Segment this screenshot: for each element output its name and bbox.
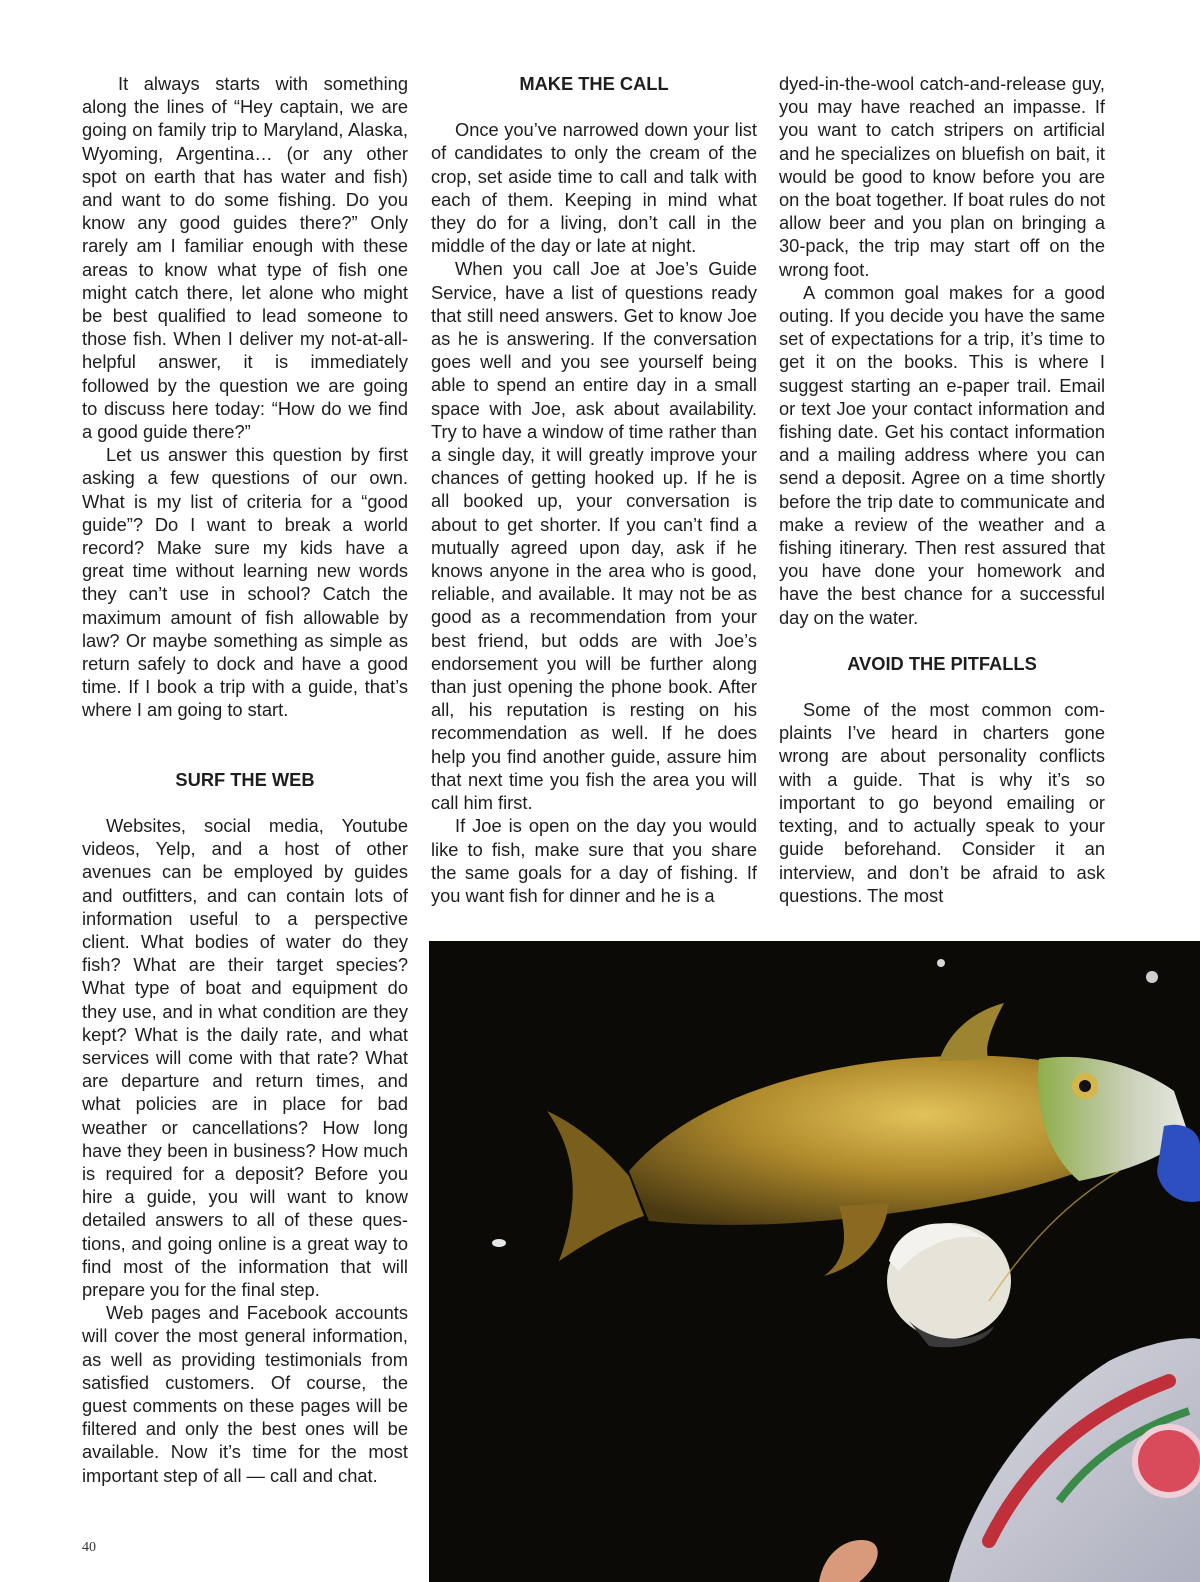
article-paragraph: Websites, social media, Youtube videos, Yelp, and a host of other avenues can be employed by guides and outfitters, and can contain lots of information useful to a perspective client. What bodies of water do they fish? What are their target species? What type of boat and equipment do they use, and in what condition are they kept? What is the daily rate, and what services will come with that rate? What are departure and return times, and what policies are in place for bad weather or cancellations? How long have they been in business? How much is required for a deposit? Before you hire a guide, you will want to know detailed answers to all of these questions, and going online is a great way to find most of the information that will prepare you for the final step.: [82, 814, 408, 1300]
article-column-1: [82, 72, 408, 1487]
article-paragraph: dyed-in-the-wool catch-and-release guy, you may have reached an impasse. If you want to catch stripers on artificial and he specializes on bluefish on bait, it would be good to know before you are on the boat together. If boat rules do not allow beer and you plan on bringing a 30-pack, the trip may start off on the wrong foot.: [779, 73, 1105, 280]
article-paragraph: Some of the most common complaints I’ve heard in charters gone wrong are about personality conflicts with a guide. That is why it’s so important to go beyond emailing or texting, and to actually speak to your guide beforehand. Consider it an interview, and don’t be afraid to ask questions. The most: [779, 699, 1105, 906]
article-paragraph: Web pages and Facebook accounts will cover the most general information, as well as providing testimonials from satisfied customers. Of course, the guest comments on these pages will be filtered and only the best ones will be available. Now it’s time for the most important step of all — call and chat.: [82, 1302, 408, 1486]
article-paragraph: If Joe is open on the day you would like to fish, make sure that you share the same goals for a day of fishing. If you want fish for dinner and he is a: [431, 815, 757, 906]
tarpon-photo-illustration: [429, 941, 1200, 1582]
section-heading-make-the-call: MAKE THE CALL: [519, 73, 669, 94]
water-speck: [1146, 971, 1158, 983]
article-paragraph: A common goal makes for a good outing. If you decide you have the same set of expectations for a trip, it’s time to get it on the books. This is where I suggest starting an e-paper trail. Email or text Joe your contact information and fishing date. Get his contact information and a mailing address where you can send a deposit. Agree on a time shortly before the trip date to communicate and make a review of the weather and a fishing itinerary. Then rest assured that you have done your homework and have the best chance for a successful day on the water.: [779, 281, 1105, 628]
article-paragraph: It always starts with something along the lines of “Hey captain, we are going on family trip to Maryland, Alaska, Wyoming, Argentina… (or any other spot on earth that has water and fish) and want to do some fishing. Do you know any good guides there?” Only rarely am I familiar enough with these areas to know what type of fish one might catch there, let alone who might be best qualified to lead someone to those fish. When I deliver my not-at-all-helpful answer, it is immediately followed by the question we are going to discuss here today: “How do we find a good guide there?”: [82, 73, 408, 443]
water-reflection: [492, 1239, 506, 1247]
tarpon-photo: [429, 941, 1200, 1582]
article-paragraph: Once you’ve narrowed down your list of candidates to only the cream of the crop, set aside time to call and talk with each of them. Keeping in mind what they do for a living, don’t call in the middle of the day or late at night.: [431, 119, 757, 257]
page-number: 40: [82, 1540, 96, 1555]
article-column-3: [779, 72, 1105, 907]
section-heading-surf-the-web: SURF THE WEB: [175, 768, 315, 790]
section-heading-avoid-the-pitfalls: AVOID THE PITFALLS: [847, 652, 1037, 674]
shirt-logo: [1135, 1427, 1200, 1495]
article-paragraph: Let us answer this question by first asking a few questions of our own. What is my list of criteria for a “good guide”? Do I want to break a world record? Make sure my kids have a great time without learning new words they can’t use in school? Catch the maximum amount of fish allowable by law? Or maybe something as simple as return safely to dock and have a good time. If I book a trip with a guide, that’s where I am going to start.: [82, 444, 408, 721]
article-paragraph: When you call Joe at Joe’s Guide Service, have a list of questions ready that still need answers. Get to know Joe as he is answering. If the conversation goes well and you see yourself being able to spend an entire day in a small space with Joe, ask about availability. Try to have a window of time rather than a single day, it will greatly improve your chances of getting hooked up. If he is all booked up, your conversation is about to get shorter. If you can’t find a mutually agreed upon day, ask if he knows anyone in the area who is good, reliable, and available. It may not be as good as a recommendation from your best friend, but odds are with Joe’s endorsement you will be further along than just opening the phone book. After all, his reputation is resting on his recommendation as well. If he does help you find another guide, assure him that next time you fish the area you will call him first.: [431, 258, 757, 814]
article-column-2: [431, 72, 757, 907]
water-speck: [937, 959, 945, 967]
